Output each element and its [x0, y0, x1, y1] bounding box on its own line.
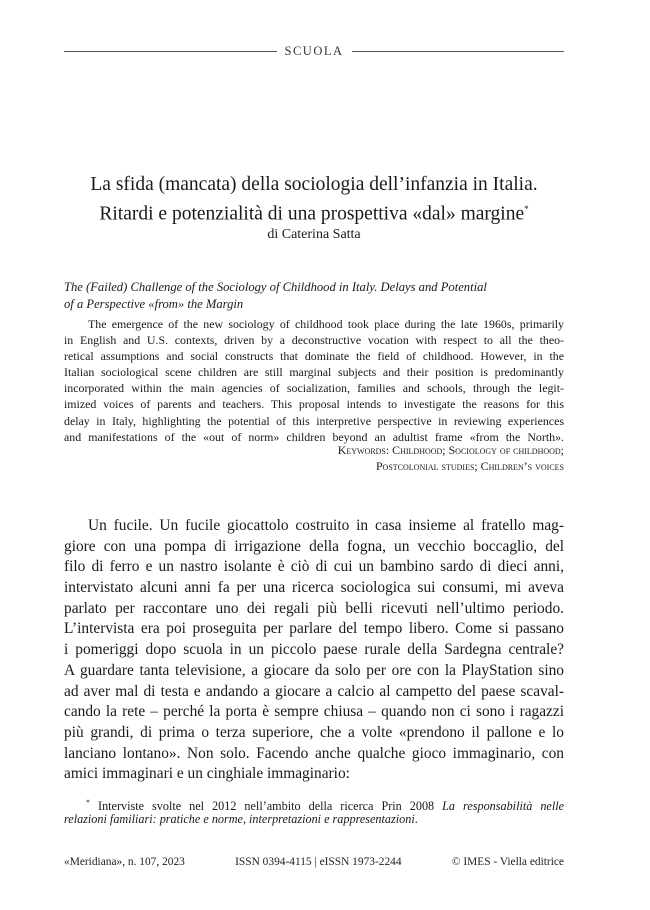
english-title-line-2: of a Perspective «from» the Margin	[64, 296, 244, 311]
issn: ISSN 0394-4115 | eISSN 1973-2244	[235, 856, 402, 868]
body-line: lanciano lontano». Non solo. Facendo anche qualche gioco immaginario, con	[64, 744, 564, 762]
footnote-line-2	[64, 811, 564, 828]
body-text	[64, 516, 564, 785]
keywords-line-1: Keywords: Childhood; Sociology of childhood;	[337, 443, 564, 457]
header-rule-right	[352, 51, 565, 52]
body-line: cando la rete – perché la porta è sempre chiusa – quando non ci sono i ragazzi	[64, 703, 564, 721]
abstract-line: incorporated within the main agencies of socialization, families and schools, through the legit-	[64, 381, 564, 396]
body-line: parlato per raccontare uno dei regali più belli ricevuti nell’ultimo periodo.	[64, 599, 564, 617]
abstract-line: retical assumptions and social constructs that dominate the field of childhood. However, in the	[64, 349, 564, 364]
title-note-marker: *	[524, 204, 529, 214]
body-line: giore con una pompa di irrigazione della fogna, un vecchio boccaglio, del	[64, 537, 564, 555]
body-line: i pomeriggi dopo scuola in un piccolo paese rurale della Sardegna centrale?	[64, 641, 564, 659]
footnote-italic-title: La responsabilità nelle	[442, 799, 565, 814]
abstract	[64, 316, 564, 445]
keywords	[144, 442, 564, 474]
footnote-marker: *	[86, 798, 90, 807]
keywords-line-2: Postcolonial studies; Children’s voices	[375, 459, 564, 474]
body-line: L’intervista era poi proseguita per parlare del tempo libero. Come si passano	[64, 620, 564, 638]
body-line: amici immaginari e un cinghiale immaginario:	[64, 765, 350, 783]
author-byline: di Caterina Satta	[267, 227, 361, 242]
abstract-line: The emergence of the new sociology of childhood took place during the late 1960s, primarily	[88, 317, 564, 331]
title-line-1: La sfida (mancata) della sociologia dell’infanzia in Italia.	[90, 174, 538, 195]
abstract-line: in English and U.S. contexts, driven by a deconstructive vocation with respect to all the theo-	[64, 333, 564, 348]
body-line: più grandi, di prima o terza superiore, che a volte «prendono il pallone e lo	[64, 723, 564, 741]
publisher: © IMES - Viella editrice	[451, 856, 564, 868]
abstract-line: imized voices of parents and teachers. This proposal intends to investigate the reasons for this	[64, 397, 564, 412]
body-line: intervistato alcuni anni fa per una ricerca sociologica sui consumi, mi aveva	[64, 579, 564, 597]
section-label: SCUOLA	[284, 44, 344, 58]
footnote	[64, 794, 564, 828]
english-title-line-1: The (Failed) Challenge of the Sociology of Childhood in Italy. Delays and Potential	[64, 280, 487, 294]
article-title	[64, 172, 564, 227]
body-line: filo di ferro e un nastro isolante è ciò di cui un bambino sardo di dieci anni,	[64, 558, 564, 576]
abstract-line: delay in Italy, highlighting the potential of this interpretive perspective in reviewing experiences	[64, 413, 564, 428]
header-rule-left	[64, 51, 277, 52]
body-line: ad aver mal di testa e andando a giocare a calcio al campetto del paese scaval-	[64, 682, 564, 700]
body-line: Un fucile. Un fucile giocattolo costruito in casa insieme al fratello mag-	[88, 517, 564, 534]
abstract-line: Italian sociological scene children are still marginal subjects and their position is predominantly	[64, 365, 564, 380]
journal-citation: «Meridiana», n. 107, 2023	[64, 856, 185, 868]
section-header	[64, 44, 564, 59]
english-title	[64, 279, 564, 312]
footnote-period: .	[414, 812, 418, 826]
abstract-line: and manifestations of the «out of norm» children beyond an adultist frame «from the North».	[64, 429, 564, 444]
footnote-italic-title-cont: relazioni familiari: pratiche e norme, interpretazioni e rappresentazioni	[64, 812, 415, 826]
title-line-2-text: Ritardi e potenzialità di una prospettiva «dal» margine	[99, 203, 525, 225]
body-line: A guardare tanta televisione, a giocare da solo per ore con la PlayStation sino	[64, 661, 564, 679]
footnote-line-1	[64, 794, 565, 814]
footnote-text: Interviste svolte nel 2012 nell’ambito della ricerca Prin 2008	[98, 799, 435, 814]
title-line-2	[64, 197, 564, 227]
page-footer	[64, 856, 564, 868]
